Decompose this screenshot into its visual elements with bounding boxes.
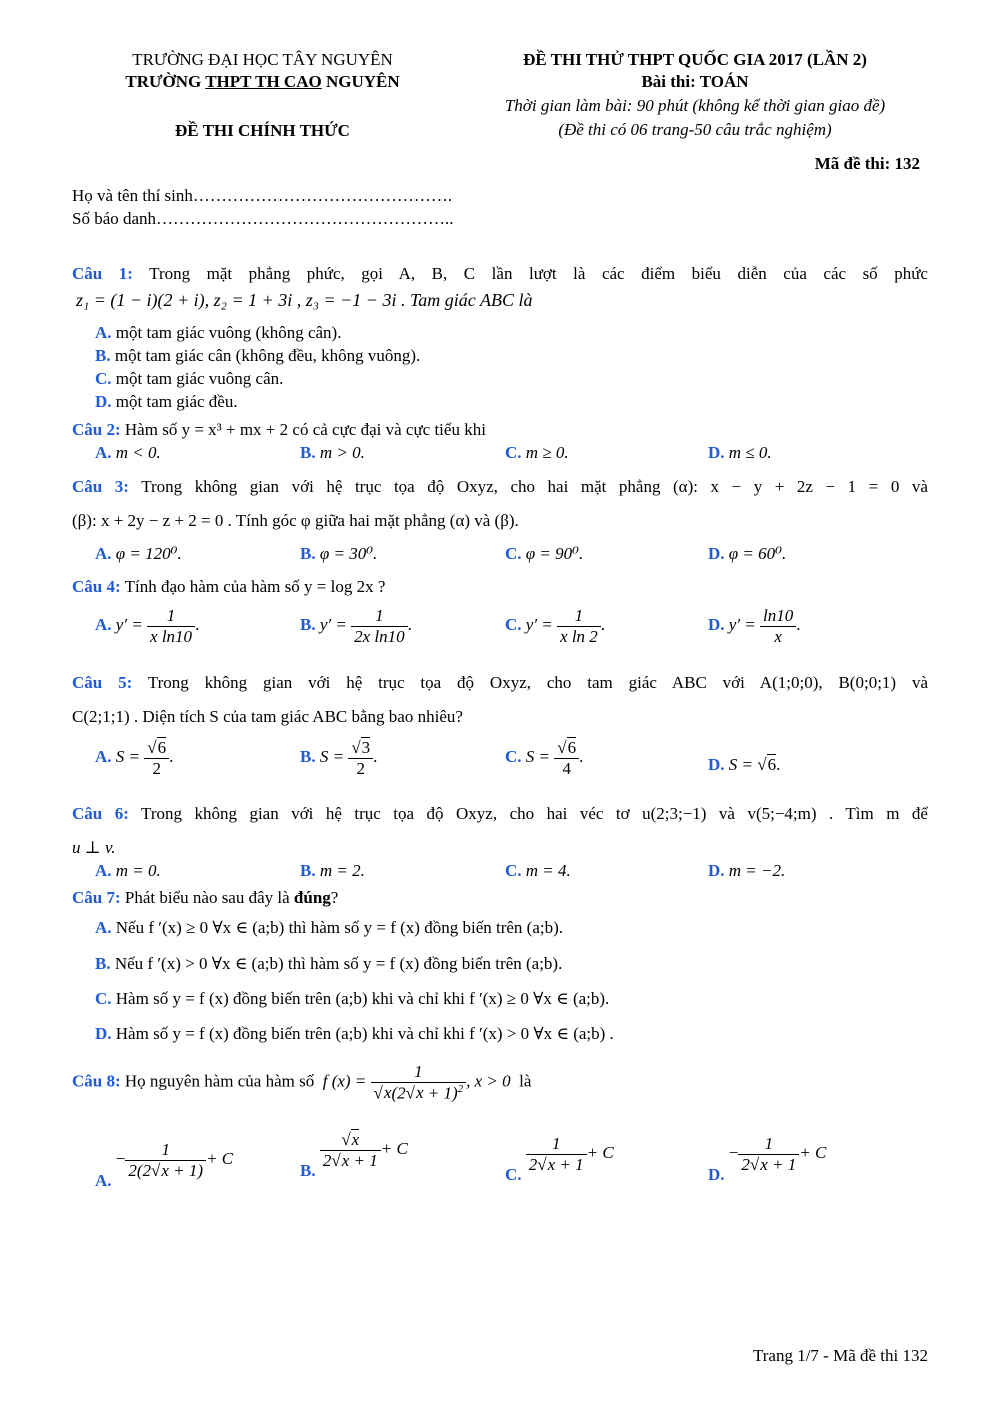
- q8-option-a: [95, 1140, 234, 1190]
- option-letter: D.: [708, 755, 725, 774]
- q8-stem: [72, 1062, 531, 1103]
- exam-code: Mã đề thi: 132: [814, 154, 920, 173]
- option-lhs: S =: [525, 746, 551, 766]
- q8-text: Họ nguyên hàm của hàm số: [124, 1071, 315, 1091]
- exam-title: ĐỀ THI THỬ THPT QUỐC GIA 2017 (LẦN 2): [523, 50, 867, 69]
- option-letter: C.: [505, 544, 522, 563]
- option-lhs: S =: [319, 746, 345, 766]
- fraction-denominator: 2(2√x + 1): [128, 1160, 204, 1180]
- fraction-numerator: ln10: [760, 606, 796, 627]
- q6-option-d: [708, 861, 785, 881]
- candidate-id-field: Số báo danh……………………………………………..: [72, 209, 454, 228]
- school-name-2-c: NGUYÊN: [321, 72, 400, 91]
- q8-condition: , x > 0: [466, 1071, 511, 1091]
- option-text: φ = 90⁰.: [525, 544, 584, 563]
- option-text: Nếu f ′(x) > 0 ∀x ∈ (a;b) thì hàm số y = f (x) đồng biến trên (a;b).: [114, 954, 563, 973]
- fraction-numerator: 1: [351, 606, 408, 627]
- option-letter: B.: [300, 1160, 316, 1180]
- option-text: φ = 120⁰.: [115, 544, 182, 563]
- fraction-numerator: 1: [738, 1134, 799, 1155]
- fraction-numerator: 1: [125, 1140, 206, 1161]
- q1-stem-line2: z₁ = (1 − i)(2 + i), z₂ = 1 + 3i , z₃ = −1 − 3i . Tam giác ABC là: [76, 290, 533, 310]
- school-name-2-a: TRƯỜNG: [125, 72, 206, 91]
- option-text: m = −2.: [728, 861, 786, 880]
- q8-tail: là: [519, 1071, 532, 1091]
- option-plus-c: + C: [380, 1138, 408, 1158]
- school-name-1: TRƯỜNG ĐẠI HỌC TÂY NGUYÊN: [132, 50, 393, 69]
- q1-label: Câu 1:: [72, 264, 133, 283]
- fraction-numerator: 1: [371, 1062, 467, 1083]
- q2-option-a: [95, 443, 161, 463]
- q3-option-d: [708, 544, 786, 564]
- option-letter: D.: [95, 1024, 112, 1043]
- fraction-denominator: 2√x + 1: [322, 1150, 378, 1170]
- q5-option-a: A. S = $\frac{√6}{2}$ .: [95, 738, 174, 778]
- q2-option-b: [300, 443, 365, 463]
- option-text: một tam giác đều.: [115, 392, 238, 411]
- option-letter: A.: [95, 1170, 112, 1190]
- option-value: 6: [767, 755, 777, 774]
- q5-text1: Trong không gian với hệ trục tọa độ Oxyz, cho tam giác ABC với A(1;0;0), B(0;0;1) và: [147, 673, 928, 692]
- q6-option-c: [505, 861, 571, 881]
- q7-option-d: [95, 1024, 614, 1044]
- option-letter: D.: [708, 443, 725, 462]
- q6-stem-line1: [72, 804, 928, 824]
- q5-option-b: B. S = $\frac{√3}{2}$ .: [300, 738, 378, 778]
- q3-stem-line2: (β): x + 2y − z + 2 = 0 . Tính góc φ giữa hai mặt phẳng (α) và (β).: [72, 511, 519, 530]
- fraction-numerator: x: [351, 1130, 360, 1149]
- q2-stem: [72, 420, 486, 440]
- option-letter: D.: [708, 861, 725, 880]
- option-letter: C.: [95, 989, 112, 1008]
- fraction-numerator: 1: [526, 1134, 587, 1155]
- q8-option-d: [708, 1134, 827, 1184]
- q5-stem-line1: [72, 673, 928, 693]
- school-name-2-b: THPT TH CAO: [205, 72, 322, 91]
- q6-option-b: [300, 861, 365, 881]
- q3-label: Câu 3:: [72, 477, 129, 496]
- option-letter: C.: [505, 443, 522, 462]
- q4-option-b: B. y′ = $\frac{1}{\text{2x ln10}}$ .: [300, 606, 412, 646]
- option-lhs: y′ =: [728, 614, 756, 634]
- option-lhs: y′ =: [525, 614, 553, 634]
- option-text: một tam giác vuông cân.: [115, 369, 284, 388]
- q6-label: Câu 6:: [72, 804, 129, 823]
- q3-option-c: [505, 544, 583, 564]
- q7-text-b: đúng: [293, 888, 331, 907]
- school-name-2: [80, 72, 445, 92]
- q2-label: Câu 2:: [72, 420, 121, 439]
- option-letter: C.: [505, 746, 522, 766]
- q1-option-d: [95, 392, 238, 412]
- option-letter: B.: [300, 746, 316, 766]
- q1-option-a: [95, 323, 341, 343]
- option-text: m = 2.: [319, 861, 365, 880]
- fraction-numerator: 1: [147, 606, 195, 627]
- q1-stem-line1: [72, 264, 928, 284]
- q6-option-a: [95, 861, 161, 881]
- option-letter: B.: [300, 544, 316, 563]
- fraction-numerator: 3: [361, 738, 371, 757]
- option-letter: B.: [95, 346, 111, 365]
- q7-text-a: Phát biểu nào sau đây là: [124, 888, 294, 907]
- q4-label: Câu 4:: [72, 577, 121, 596]
- option-text: Hàm số y = f (x) đồng biến trên (a;b) khi và chỉ khi f ′(x) ≥ 0 ∀x ∈ (a;b).: [115, 989, 610, 1008]
- fraction-numerator: 1: [557, 606, 601, 627]
- option-text: một tam giác vuông (không cân).: [115, 323, 342, 342]
- q8-option-c: [505, 1134, 614, 1184]
- option-letter: D.: [708, 544, 725, 563]
- q7-option-a: [95, 918, 563, 938]
- option-lhs: y′ =: [115, 614, 143, 634]
- option-letter: C.: [95, 369, 112, 388]
- option-letter: B.: [300, 861, 316, 880]
- option-text: Nếu f ′(x) ≥ 0 ∀x ∈ (a;b) thì hàm số y = f (x) đồng biến trên (a;b).: [115, 918, 564, 937]
- option-letter: A.: [95, 746, 112, 766]
- option-plus-c: + C: [206, 1148, 234, 1168]
- candidate-name-field: Họ và tên thí sinh……………………………………….: [72, 186, 453, 205]
- option-letter: A.: [95, 323, 112, 342]
- option-letter: A.: [95, 918, 112, 937]
- q8-option-b: B. $\frac{√x}{2√x + 1}$ + C: [300, 1130, 408, 1180]
- option-letter: C.: [505, 614, 522, 634]
- option-letter: D.: [95, 392, 112, 411]
- q5-label: Câu 5:: [72, 673, 133, 692]
- q5-option-d: D. S = √6.: [708, 755, 781, 774]
- q8-label: Câu 8:: [72, 1071, 121, 1091]
- option-sign: −: [115, 1148, 126, 1168]
- option-letter: C.: [505, 861, 522, 880]
- fraction-denominator: 2√x + 1: [741, 1154, 797, 1174]
- q7-option-b: [95, 954, 562, 974]
- option-text: một tam giác cân (không đều, không vuông).: [114, 346, 421, 365]
- option-letter: D.: [708, 614, 725, 634]
- fraction-denominator: 2√x + 1: [528, 1154, 584, 1174]
- fraction-denominator: x ln 2: [560, 626, 598, 646]
- option-text: m = 0.: [115, 861, 161, 880]
- option-letter: B.: [300, 614, 316, 634]
- page-footer: Trang 1/7 - Mã đề thi 132: [752, 1346, 928, 1365]
- q4-option-d: D. y′ = $\frac{\ln 10}{x}$ .: [708, 606, 801, 646]
- q7-text-c: ?: [330, 888, 339, 907]
- q4-text: Tính đạo hàm của hàm số y = log 2x ?: [124, 577, 386, 596]
- q4-option-c: C. y′ = $\frac{1}{\text{x ln 2}}$ .: [505, 606, 606, 646]
- option-letter: A.: [95, 614, 112, 634]
- option-letter: A.: [95, 544, 112, 563]
- option-letter: A.: [95, 861, 112, 880]
- option-lhs: y′ =: [319, 614, 347, 634]
- option-lhs: S =: [115, 746, 141, 766]
- option-letter: D.: [708, 1164, 725, 1184]
- exam-time: Thời gian làm bài: 90 phút (không kể thời gian giao đề): [504, 96, 886, 115]
- q3-option-b: [300, 544, 377, 564]
- option-text: m < 0.: [115, 443, 161, 462]
- exam-pages: (Đề thi có 06 trang-50 câu trắc nghiệm): [558, 120, 832, 139]
- fraction-denominator: x: [774, 626, 782, 646]
- fraction-denominator: 2x ln10: [354, 626, 405, 646]
- fraction-numerator: 6: [567, 738, 577, 757]
- q3-option-a: [95, 544, 182, 564]
- option-letter: B.: [95, 954, 111, 973]
- q5-stem-line2: C(2;1;1) . Diện tích S của tam giác ABC bằng bao nhiêu?: [72, 707, 463, 726]
- option-text: m > 0.: [319, 443, 365, 462]
- q6-stem-line2: u ⊥ v.: [72, 838, 116, 857]
- q7-stem: [72, 888, 338, 908]
- option-lhs: S =: [728, 755, 754, 774]
- option-text: m ≥ 0.: [525, 443, 569, 462]
- option-letter: A.: [95, 443, 112, 462]
- q3-text1: Trong không gian với hệ trục tọa độ Oxyz, cho hai mặt phẳng (α): x − y + 2z − 1 = 0 và: [141, 477, 928, 496]
- fraction-numerator: 6: [157, 738, 167, 757]
- q3-stem-line1: [72, 477, 928, 497]
- official-label: ĐỀ THI CHÍNH THỨC: [175, 121, 350, 140]
- option-text: φ = 60⁰.: [728, 544, 787, 563]
- q2-option-d: [708, 443, 772, 463]
- fraction-denominator: $√x(2√x + 1)^2$: [373, 1082, 464, 1103]
- option-letter: B.: [300, 443, 316, 462]
- q7-label: Câu 7:: [72, 888, 121, 907]
- q2-option-c: [505, 443, 569, 463]
- q4-stem: [72, 577, 385, 597]
- option-text: m ≤ 0.: [728, 443, 772, 462]
- option-letter: C.: [505, 1164, 522, 1184]
- option-plus-c: + C: [586, 1142, 614, 1162]
- q4-option-a: A. y′ = $\frac{1}{\text{x ln10}}$ .: [95, 606, 200, 646]
- fraction-denominator: x ln10: [150, 626, 193, 646]
- q8-fx: f (x) =: [322, 1071, 367, 1091]
- option-text: m = 4.: [525, 861, 571, 880]
- option-plus-c: + C: [799, 1142, 827, 1162]
- exam-subject: Bài thi: TOÁN: [641, 72, 749, 91]
- option-text: φ = 30⁰.: [319, 544, 378, 563]
- q5-option-c: C. S = $\frac{√6}{4}$ .: [505, 738, 584, 778]
- q7-option-c: [95, 989, 609, 1009]
- q1-option-c: [95, 369, 283, 389]
- fraction-denominator: 2: [356, 758, 365, 778]
- option-sign: −: [728, 1142, 739, 1162]
- fraction-denominator: 4: [562, 758, 571, 778]
- option-text: Hàm số y = f (x) đồng biến trên (a;b) khi và chỉ khi f ′(x) > 0 ∀x ∈ (a;b) .: [115, 1024, 614, 1043]
- q1-option-b: [95, 346, 420, 366]
- q2-text: Hàm số y = x³ + mx + 2 có cả cực đại và cực tiểu khi: [124, 420, 486, 439]
- q6-text1: Trong không gian với hệ trục tọa độ Oxyz, cho hai véc tơ u(2;3;−1) và v(5;−4;m) . Tìm m để: [141, 804, 928, 823]
- q1-text1: Trong mặt phẳng phức, gọi A, B, C lần lượt là các điểm biểu diễn của các số phức: [149, 264, 928, 283]
- fraction-denominator: 2: [152, 758, 161, 778]
